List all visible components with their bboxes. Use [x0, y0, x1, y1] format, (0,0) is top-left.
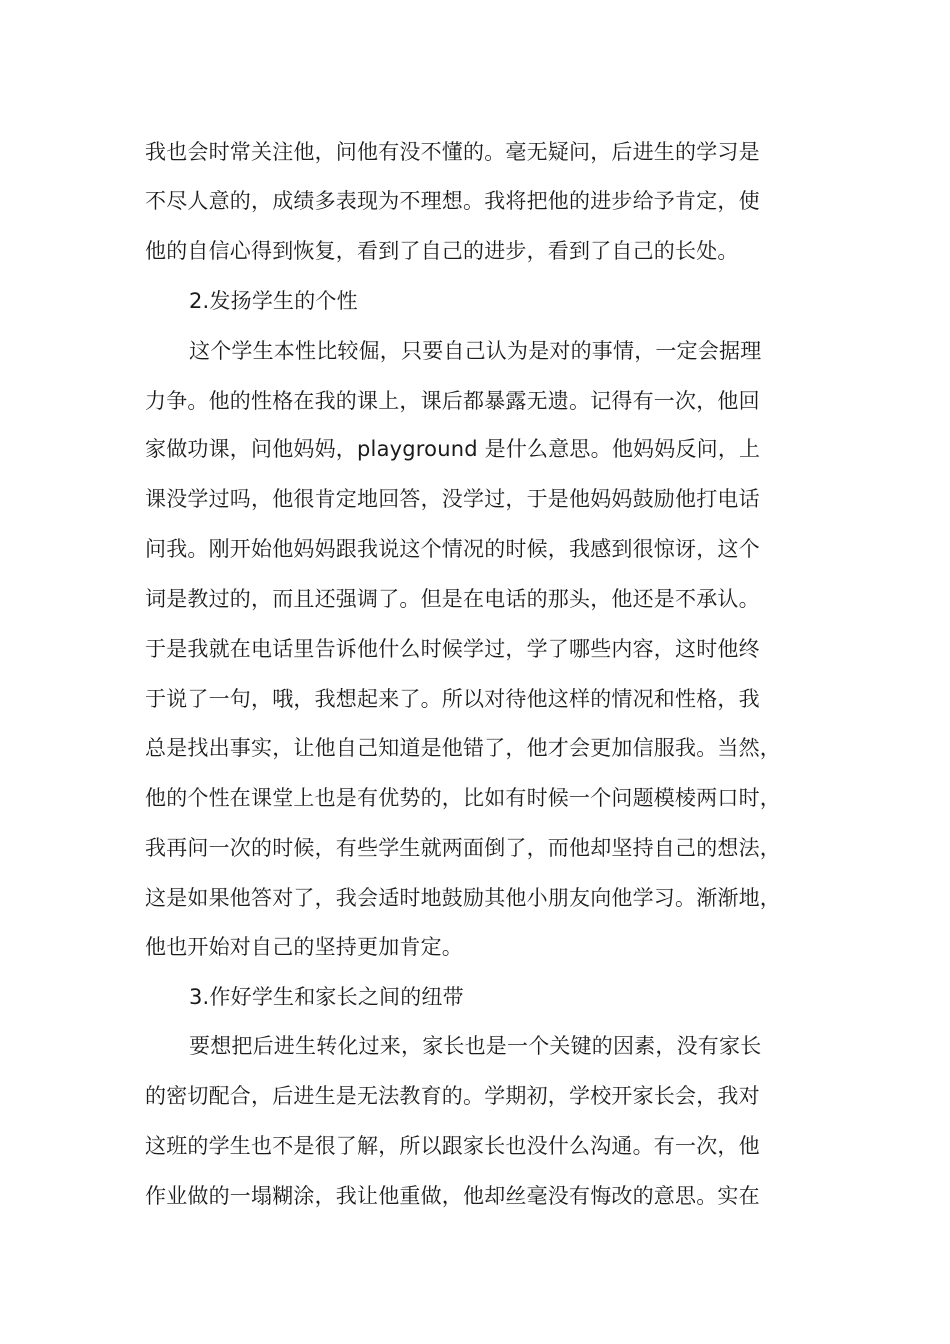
paragraph-line: 问我。刚开始他妈妈跟我说这个情况的时候，我感到很惊讶，这个	[145, 537, 760, 561]
paragraph-line: 这是如果他答对了，我会适时地鼓励其他小朋友向他学习。渐渐地，	[145, 886, 781, 910]
paragraph-line: 要想把后进生转化过来，家长也是一个关键的因素，没有家长	[189, 1034, 762, 1058]
paragraph-line: 他的自信心得到恢复，看到了自己的进步，看到了自己的长处。	[145, 239, 739, 263]
paragraph-line: 我也会时常关注他，问他有没不懂的。毫无疑问，后进生的学习是	[145, 140, 760, 164]
paragraph-line: 不尽人意的，成绩多表现为不理想。我将把他的进步给予肯定，使	[145, 189, 760, 213]
paragraph-line: 于是我就在电话里告诉他什么时候学过，学了哪些内容，这时他终	[145, 637, 760, 661]
paragraph-line: 课没学过吗，他很肯定地回答，没学过，于是他妈妈鼓励他打电话	[145, 487, 760, 511]
paragraph-line: 他也开始对自己的坚持更加肯定。	[145, 935, 463, 959]
paragraph-line: 这班的学生也不是很了解，所以跟家长也没什么沟通。有一次，他	[145, 1134, 760, 1158]
paragraph-line: 力争。他的性格在我的课上，课后都暴露无遗。记得有一次，他回	[145, 389, 760, 413]
paragraph-line: 的密切配合，后进生是无法教育的。学期初，学校开家长会，我对	[145, 1084, 760, 1108]
paragraph-line: 家做功课，问他妈妈，playground 是什么意思。他妈妈反问，上	[145, 437, 761, 461]
section-heading: 3.作好学生和家长之间的纽带	[189, 985, 464, 1009]
section-heading: 2.发扬学生的个性	[189, 289, 358, 313]
paragraph-line: 我再问一次的时候，有些学生就两面倒了，而他却坚持自己的想法，	[145, 836, 781, 860]
paragraph-line: 作业做的一塌糊涂，我让他重做，他却丝毫没有悔改的意思。实在	[145, 1184, 760, 1208]
paragraph-line: 总是找出事实，让他自己知道是他错了，他才会更加信服我。当然，	[145, 736, 781, 760]
paragraph-line: 这个学生本性比较倔，只要自己认为是对的事情，一定会据理	[189, 339, 762, 363]
paragraph-line: 词是教过的，而且还强调了。但是在电话的那头，他还是不承认。	[145, 587, 760, 611]
paragraph-line: 于说了一句，哦，我想起来了。所以对待他这样的情况和性格，我	[145, 687, 760, 711]
paragraph-line: 他的个性在课堂上也是有优势的，比如有时候一个问题模棱两口时，	[145, 786, 781, 810]
